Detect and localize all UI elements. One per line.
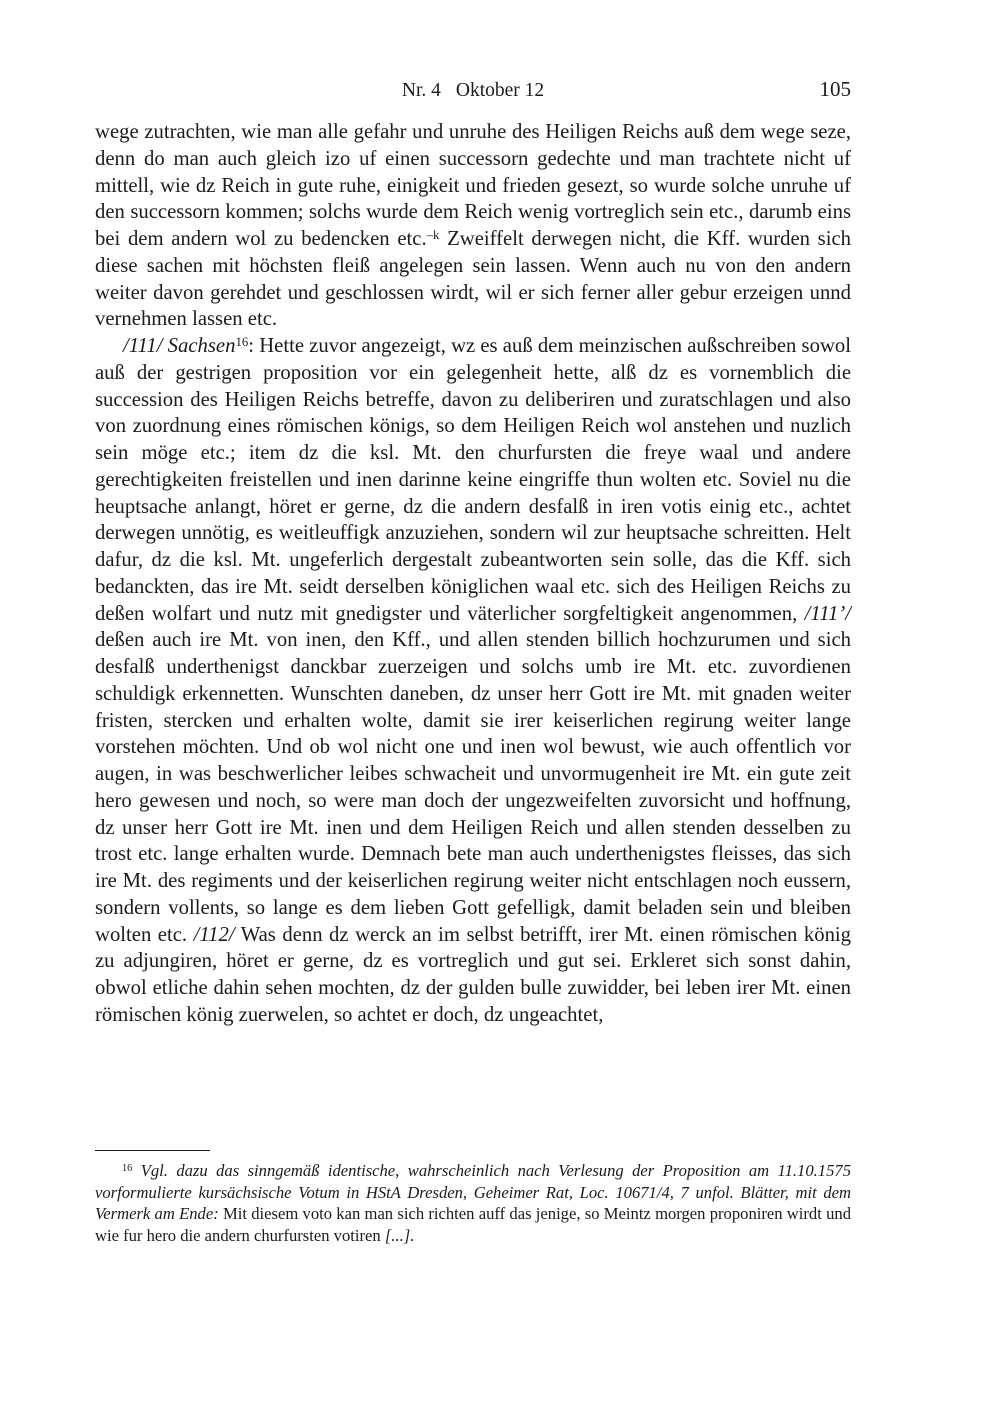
running-head-section: Nr. 4 xyxy=(401,80,441,101)
folio-marker-111v: /111’/ xyxy=(804,602,851,625)
paragraph-sachsen xyxy=(95,333,851,1029)
footnote-commentary-1: Vgl. dazu das sinngemäß identische, wahrscheinlich nach Verlesung der Proposition am 11.10.1575 vorformulierte kursächsische Votum in HStA Dresden, Geheimer Rat, Loc. 10671/4, 7 unfol. Blätter, mit dem Vermerk am Ende: xyxy=(95,1161,851,1224)
para2-text-2: deßen auch ire Mt. von inen, den Kff., und allen stenden billich hochzurumen und sich desfalß underthenigst danckbar zuerzeigen und solchs umb ire Mt. etc. zuvordienen schuldigk erkennetten. Wunschten daneben, dz unser herr Gott ire Mt. mit gnaden weiter fristen, stercken und erhalten wolte, damit sie irer keiserlichen regirung weiter lange vorstehen möchten. Und ob wol nicht one und inen wol bewust, wie auch offentlich vor augen, in was beschwerlicher leibes schwacheit und unvormugenheit ire Mt. ein gute zeit hero gewesen und noch, so were man doch der ungezweifelten zuvorsicht und hoffnung, dz unser herr Gott ire Mt. inen und dem Heiligen Reich und allen stenden desselben zu trost etc. lange erhalten wurde. Demnach bete man auch underthenigstes fleisses, das sich ire Mt. des regiments und der keiserlichen regirung weiter nicht entschlagen noch eussern, sondern vollents, so lange es dem lieben Gott gefelligk, damit beladen sein und bleiben wolten etc. xyxy=(95,629,851,946)
main-text xyxy=(95,119,851,1029)
page-header xyxy=(95,79,851,103)
paragraph-continuation xyxy=(95,119,851,333)
folio-marker-112: /112/ xyxy=(193,923,235,946)
footnote-rule xyxy=(95,1150,210,1151)
footnote-commentary-2: [...]. xyxy=(384,1226,415,1246)
running-head-date: Oktober 12 xyxy=(455,80,545,101)
page-number: 105 xyxy=(819,77,851,101)
para2-text-3: Was denn dz werck an im selbst betrifft, irer Mt. einen römischen könig zu adjungiren, höret er gerne, dz es vortreglich und gut sei. Erkleret sich sonst dahin, obwol etliche dahin sehen mochten, dz der gulden bulle zuwidder, bei leben irer Mt. einen römischen könig zuerwelen, so achtet er doch, dz ungeachtet, xyxy=(95,923,852,1026)
para1-text-2: Zweiffelt derwegen nicht, die Kff. wurden sich diese sachen mit höchsten fleiß angelegen sein lassen. Wenn auch nu von den andern weiter davon gerehdet und geschlossen wirdt, wil er sich ferner aller gebur erzeigen unnd vernehmen lassen etc. xyxy=(95,228,851,331)
footnote-16 xyxy=(95,1160,851,1247)
running-head-title xyxy=(402,80,544,101)
footnote-number: 16 xyxy=(122,1163,133,1175)
folio-marker-111: /111/ xyxy=(123,335,168,357)
footnote-ref-16: 16 xyxy=(235,335,249,350)
para2-text-1: : Hette zuvor angezeigt, wz es auß dem meinzischen außschreiben sowol auß der gestrigen proposition vor ein gelegenheit hette, alß dz es vornemblich die succession des Heiligen Reichs betreffe, davon zu deliberiren und zuratschlagen und also von zuordnung eines römischen königs, so dem Heiligen Reich wol anstehen und nuzlich sein möge etc.; item dz die ksl. Mt. den churfursten die freye waal und andere gerechtigkeiten freistellen und inen darinne keine eingriffe thun wolten etc. Soviel nu die heuptsache anlangt, höret er gerne, dz die andern desfalß in iren votis einig etc., achtet derwegen unnötig, es weitleuffigk anzuziehen, sondern wil zur heuptsache schreitten. Helt dafur, dz die ksl. Mt. ungeferlich dergestalt zubeantworten sein solle, das die Kff. sich bedanckten, das ire Mt. seidt derselben königlichen waal etc. sich des Heiligen Reichs zu deßen wolfart und nutz mit gnedigster und väterlicher sorgfeltigkeit angenommen, xyxy=(95,335,851,625)
footnote-quotation: Mit diesem voto kan man sich richten auff das jenige, so Meintz morgen proponiren wirdt und wie fur hero die andern churfursten votiren xyxy=(95,1204,851,1246)
para1-text-1: wege zutrachten, wie man alle gefahr und unruhe des Heiligen Reichs auß dem wege seze, denn do man auch gleich izo uf einen successorn gedechte und man trachtete nicht uf mittell, wie dz Reich in gute ruhe, einigkeit und frieden gesezt, so wurde solche unruhe uf den successorn kommen; solchs wurde dem Reich wenig vortreglich sein etc., darumb eins bei dem andern wol zu bedencken etc. xyxy=(95,121,851,250)
speaker-name: Sachsen xyxy=(167,335,236,357)
critical-note-marker-k: –k xyxy=(426,228,440,243)
footnote-section xyxy=(95,1150,851,1247)
